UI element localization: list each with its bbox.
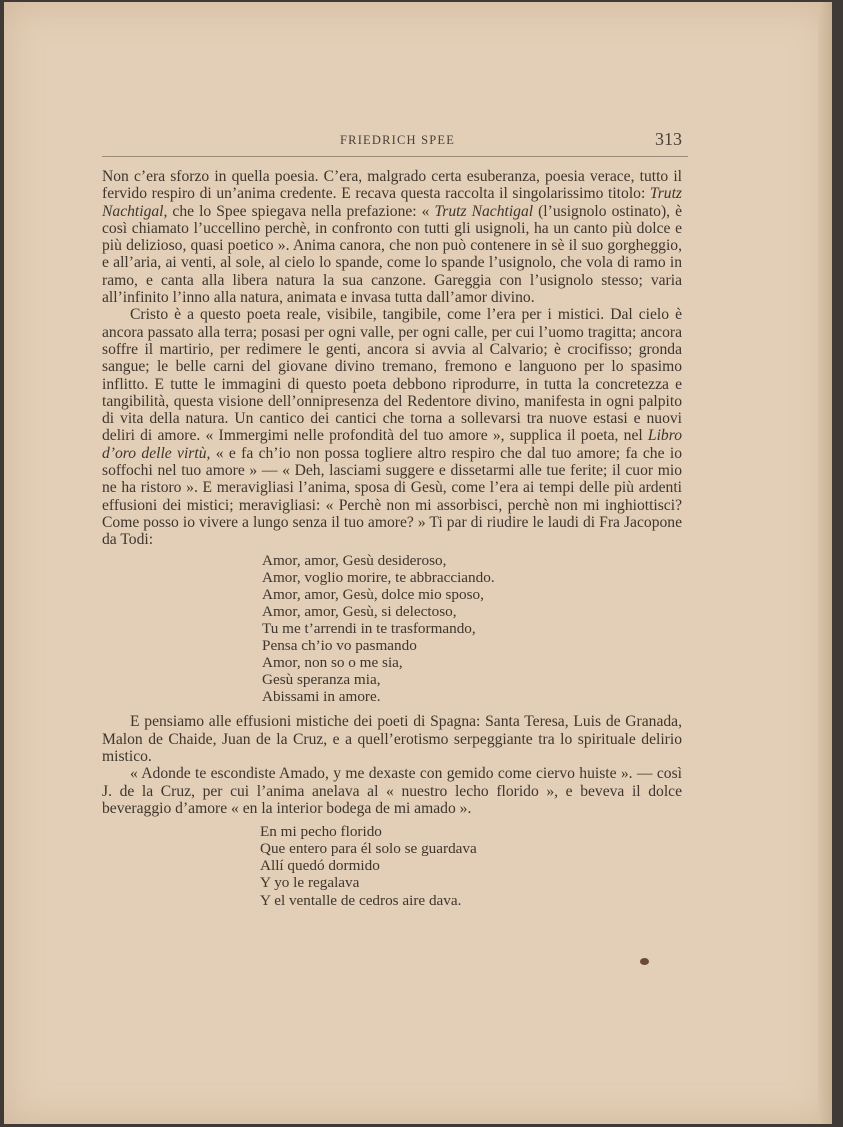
poem-line: Que entero para él solo se guardava (260, 840, 477, 858)
book-title-trutz-nachtigal-2: Trutz Nachtigal (434, 202, 534, 220)
paragraph-3: E pensiamo alle effusioni mistiche dei poeti di Spagna: Santa Teresa, Luis de Granada, Malon de Chaide, Juan de la Cruz, e a quell’erotismo serpeggiante tra lo spirituale delirio mistico. (102, 713, 682, 765)
body-text (102, 168, 682, 909)
paragraph-4: « Adonde te escondiste Amado, y me dexaste con gemido come ciervo huiste ». — così J. de la Cruz, per cui l’anima anelava al « nuestro lecho florido », e beveva il dolce beveraggio d’amore « en la interior bodega de mi amado ». (102, 765, 682, 817)
poem-line: Allí quedó dormido (260, 857, 380, 875)
poem-line: Abissami in amore. (262, 688, 381, 706)
poem-line: En mi pecho florido (260, 823, 382, 841)
page-number: 313 (655, 129, 682, 149)
poem-line: Amor, amor, Gesù, dolce mio sposo, (262, 585, 484, 603)
p1-text-b: che lo Spee spiegava nella prefazione: « (167, 202, 435, 220)
poem-line: Amor, non so o me sia, (262, 654, 403, 672)
p1-text-c: (l’usignolo ostinato), è così chiamato l’uccellino perchè, in confronto con tutti gli usignoli, ha un canto più dolce e più delizioso, quasi poetico ». Anima canora, che non può contenere in sè il suo gorgheggio, e all’aria, ai venti, al sole, al cielo lo spande, come lo spande l’usignolo, che vola di ramo in ramo, e canta alla libera natura la sua canzone. Gareggia con l’usignolo stesso; varia all’infinito l’inno alla natura, animata e invasa tutta dall’amor divino. (102, 202, 682, 307)
poem-line: Pensa ch’io vo pasmando (262, 637, 417, 654)
poem-line: Tu me t’arrendi in te trasformando, (262, 619, 476, 637)
p2-text-a: Cristo è a questo poeta reale, visibile, tangibile, come l’era per i mistici. Dal cielo è ancora passato alla terra; posasi per ogni valle, per ogni calle, per cui l’uomo tragitta; ancora soffre il martirio, per redimere le genti, ancora si avvia al Calvario; è crocifisso; gronda sangue; le belle carni del giovane divino tremano, fremono e languono per lo spasimo inflitto. E tutte le immagini di questo poeta debbono riprodurre, in tutta la concretezza e tangibilità, questa visione dell’onnipresenza del Redentore divino, manifesta in ogni palpito di vita della natura. Un cantico dei cantici che torna a sollevarsi tra nuove estasi e nuovi deliri di amore. « Immergimi nelle profondità del tuo amore », supplica il poeta, nel (102, 306, 682, 445)
paragraph-1 (102, 168, 682, 306)
poem-line: Amor, amor, Gesù, si delectoso, (262, 602, 457, 620)
poem-line: Y yo le regalava (260, 874, 360, 892)
p2-text-b: « e fa ch’io non possa togliere altro respiro che dal tuo amore; fa che io soffochi nel tuo amore » — « Deh, lasciami suggere e dissetarmi alle tue ferite; il cuor mio ne ha ristoro ». E meravigliasi l’anima, sposa di Gesù, come l’era ai tempi delle più ardenti effusioni dei mistici; meravigliasi: « Perchè non mi assorbisci, perchè non mi inghiottisci? Come posso io vivere a lungo senza il tuo amore? » Ti par di riudire le laudi di Fra Jacopone da Todi: (102, 444, 682, 549)
paragraph-2 (102, 306, 682, 548)
page-header (102, 130, 688, 157)
poem-line: Amor, voglio morire, te abbracciando. (262, 568, 495, 586)
book-title-trutz-nachtigal: Trutz Nachtigal, (102, 185, 682, 220)
ink-speck (640, 958, 649, 965)
p1-text-a: Non c’era sforzo in quella poesia. C’era, malgrado certa esuberanza, poesia verace, tutto il fervido respiro di un’anima credente. E recava questa raccolta il singolarissimo titolo: (102, 168, 682, 203)
poem-line: Amor, amor, Gesù desideroso, (262, 551, 447, 569)
poem-line: Gesù speranza mia, (262, 671, 381, 689)
page-edge (818, 2, 832, 1124)
book-title-libro-doro: Libro d’oro delle virtù, (102, 427, 682, 462)
poem-jacopone (262, 552, 682, 706)
poem-line: Y el ventalle de cedros aire dava. (260, 891, 462, 909)
poem-juan-de-la-cruz (260, 823, 682, 908)
running-head: FRIEDRICH SPEE (340, 133, 456, 147)
